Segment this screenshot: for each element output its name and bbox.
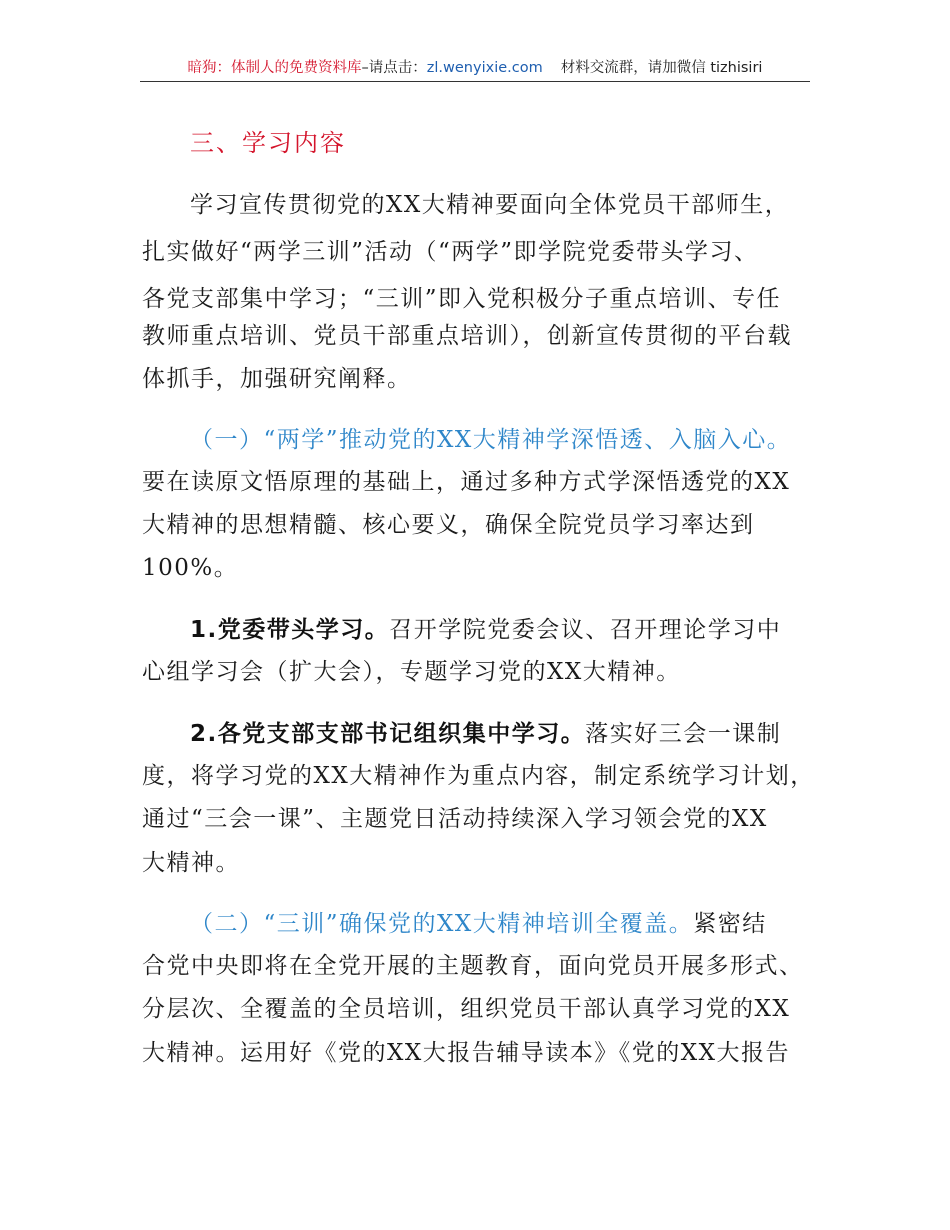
subsection-2-heading: （二）“三训”确保党的XX大精神培训全覆盖。	[190, 911, 694, 937]
paragraph-2-line-2: 要在读原文悟原理的基础上，通过多种方式学深悟透党的XX	[142, 469, 791, 495]
paragraph-2-line-3: 大精神的思想精髓、核心要义，确保全院党员学习率达到	[142, 512, 755, 538]
item-2-heading: 2.各党支部支部书记组织集中学习。	[190, 721, 586, 747]
header-promo-text: 暗狗：体制人的免费资料库	[187, 60, 362, 76]
subsection-2-text: 紧密结	[693, 911, 767, 937]
paragraph-3-line-1	[190, 615, 781, 645]
paragraph-1-line-5: 体抓手，加强研究阐释。	[142, 366, 412, 392]
paragraph-1-line-1: 学习宣传贯彻党的XX大精神要面向全体党员干部师生，	[190, 192, 790, 218]
paragraph-2-line-4: 100%。	[142, 555, 239, 581]
paragraph-4-line-3: 通过“三会一课”、主题党日活动持续深入学习领会党的XX	[142, 806, 768, 832]
item-2-text: 落实好三会一课制	[585, 721, 782, 747]
paragraph-1-line-3: 各党支部集中学习；“三训”即入党积极分子重点培训、专任	[142, 286, 782, 312]
paragraph-5-line-3: 分层次、全覆盖的全员培训，组织党员干部认真学习党的XX	[142, 996, 791, 1022]
page-header	[140, 57, 810, 82]
paragraph-4-line-2: 度，将学习党的XX大精神作为重点内容，制定系统学习计划，	[142, 763, 815, 789]
item-1-heading: 1.党委带头学习。	[190, 617, 390, 643]
paragraph-3-line-2: 心组学习会（扩大会），专题学习党的XX大精神。	[142, 659, 681, 685]
header-click-text: –请点击：	[361, 60, 427, 76]
header-link[interactable]: zl.wenyixie.com	[426, 60, 543, 76]
header-wechat-text: 材料交流群，请加微信 tizhisiri	[560, 60, 763, 76]
section-title: 三、学习内容	[190, 129, 346, 157]
paragraph-4-line-1	[190, 719, 781, 749]
paragraph-1-line-4: 教师重点培训、党员干部重点培训），创新宣传贯彻的平台载	[142, 323, 792, 349]
paragraph-5-line-2: 合党中央即将在全党开展的主题教育，面向党员开展多形式、	[142, 953, 804, 979]
paragraph-1-line-2: 扎实做好“两学三训”活动（“两学”即学院党委带头学习、	[142, 239, 759, 265]
paragraph-5-line-4: 大精神。运用好《党的XX大报告辅导读本》《党的XX大报告	[142, 1040, 790, 1066]
paragraph-4-line-4: 大精神。	[142, 850, 240, 876]
paragraph-5-line-1	[190, 909, 767, 939]
item-1-text: 召开学院党委会议、召开理论学习中	[389, 617, 782, 643]
subsection-1-heading: （一）“两学”推动党的XX大精神学深悟透、入脑入心。	[190, 427, 792, 453]
